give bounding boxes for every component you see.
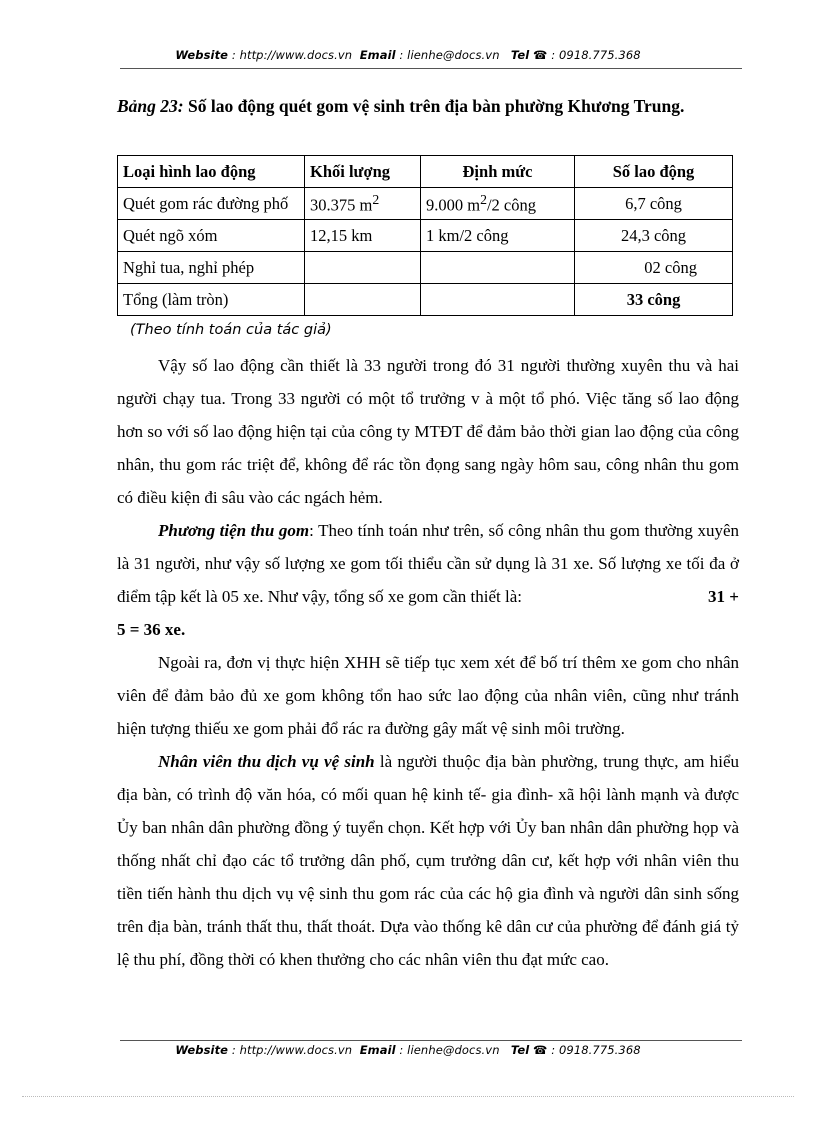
table-cell: 24,3 công	[575, 220, 733, 252]
vehicle-formula: 31 + 5 = 36 xe.	[117, 587, 739, 639]
table-header-row	[118, 156, 733, 188]
paragraph-3: Ngoài ra, đơn vị thực hiện XHH sẽ tiếp tục xem xét để bố trí thêm xe gom cho nhân viên để đảm bảo đủ xe gom không tổn hao sức lao động của nhân viên, cũng như tránh hiện tượng thiếu xe gom phải đổ rác ra đường gây mất vệ sinh môi trường.	[117, 653, 739, 738]
table-cell: Quét gom rác đường phố	[118, 188, 305, 220]
table-cell: 12,15 km	[305, 220, 421, 252]
paragraph-2-lead: Phương tiện thu gom	[158, 521, 310, 540]
paragraph-2: Phương tiện thu gom: Theo tính toán như trên, số công nhân thu gom thường xuyên là 31 người, như vậy số lượng xe gom tối thiểu cần sử dụng là 31 xe. Số lượng xe tối đa ở điểm tập kết là 05 xe. Như vậy, tổng số xe gom cần thiết là: 31 + 5 = 36 xe.	[117, 521, 739, 639]
table-row	[118, 252, 733, 284]
table-cell	[305, 252, 421, 284]
phone-number: 0918.775.368	[558, 1043, 641, 1057]
table-cell: 6,7 công	[575, 188, 733, 220]
website-link[interactable]: http://www.docs.vn	[239, 1043, 353, 1057]
tel-label: Tel	[510, 48, 530, 62]
footer-divider	[120, 1040, 742, 1041]
email-link[interactable]: lienhe@docs.vn	[407, 48, 500, 62]
email-label: Email	[359, 1043, 396, 1057]
website-link[interactable]: http://www.docs.vn	[239, 48, 353, 62]
page-header: Website : http://www.docs.vn Email : lienhe@docs.vn Tel ☎ : 0918.775.368	[175, 48, 641, 62]
table-caption-label: Bảng 23:	[117, 96, 184, 116]
table-cell: 02 công	[575, 252, 733, 284]
table-cell-total: 33 công	[575, 284, 733, 316]
table-cell: 1 km/2 công	[421, 220, 575, 252]
source-note: (Theo tính toán của tác giả)	[130, 322, 332, 338]
table-caption-text: Số lao động quét gom vệ sinh trên địa bàn phường Khương Trung.	[187, 96, 685, 116]
phone-icon: ☎	[533, 48, 548, 62]
website-label: Website	[175, 1043, 229, 1057]
labor-table	[117, 155, 733, 316]
table-cell: Tổng (làm tròn)	[118, 284, 305, 316]
website-label: Website	[175, 48, 229, 62]
phone-number: 0918.775.368	[558, 48, 641, 62]
phone-icon: ☎	[533, 1043, 548, 1057]
paragraph-4: Nhân viên thu dịch vụ vệ sinh là người thuộc địa bàn phường, trung thực, am hiểu địa bàn, có trình độ văn hóa, có mối quan hệ kinh tế- gia đình- xã hội lành mạnh và được Ủy ban nhân dân phường đồng ý tuyển chọn. Kết hợp với Ủy ban nhân dân phường họp và thống nhất chỉ đạo các tổ trưởng dân phố, cụm trưởng dân cư, kết hợp với nhân viên thu tiền tiến hành thu dịch vụ vệ sinh thu gom rác của các hộ gia đình và người dân sinh sống trên địa bàn, tránh thất thu, thất thoát. Dựa vào thống kê dân cư của phường để đánh giá tỷ lệ thu phí, đồng thời có khen thưởng cho các nhân viên thu đạt mức cao.	[117, 752, 739, 969]
table-cell	[421, 284, 575, 316]
header-cell: Loại hình lao động	[118, 156, 305, 188]
table-cell	[421, 252, 575, 284]
table-cell: Quét ngõ xóm	[118, 220, 305, 252]
table-cell: 9.000 $m^2/2$ công	[421, 188, 575, 220]
header-cell: Khối lượng	[305, 156, 421, 188]
table-cell: 30.375 $m^2$	[305, 188, 421, 220]
paragraph-1: Vậy số lao động cần thiết là 33 người trong đó 31 người thường xuyên thu và hai người chạy tua. Trong 33 người có một tổ trưởng v à một tổ phó. Việc tăng số lao động hơn so với số lao động hiện tại của công ty MTĐT để đảm bảo thời gian lao động của công nhân, thu gom rác triệt để, không để rác tồn đọng sang ngày hôm sau, công nhân thu gom có điều kiện đi sâu vào các ngách hẻm.	[117, 356, 739, 507]
header-divider	[120, 68, 742, 69]
body-text	[117, 349, 739, 976]
header-cell: Định mức	[421, 156, 575, 188]
table-row	[118, 284, 733, 316]
tel-label: Tel	[510, 1043, 530, 1057]
page-footer: Website : http://www.docs.vn Email : lienhe@docs.vn Tel ☎ : 0918.775.368	[175, 1043, 641, 1057]
email-link[interactable]: lienhe@docs.vn	[407, 1043, 500, 1057]
table-cell: Nghỉ tua, nghỉ phép	[118, 252, 305, 284]
table-row	[118, 220, 733, 252]
table-row	[118, 188, 733, 220]
paragraph-4-lead: Nhân viên thu dịch vụ vệ sinh	[158, 752, 375, 771]
page-bottom-divider	[22, 1096, 794, 1097]
table-cell	[305, 284, 421, 316]
email-label: Email	[359, 48, 396, 62]
table-caption	[117, 90, 739, 123]
header-cell: Số lao động	[575, 156, 733, 188]
